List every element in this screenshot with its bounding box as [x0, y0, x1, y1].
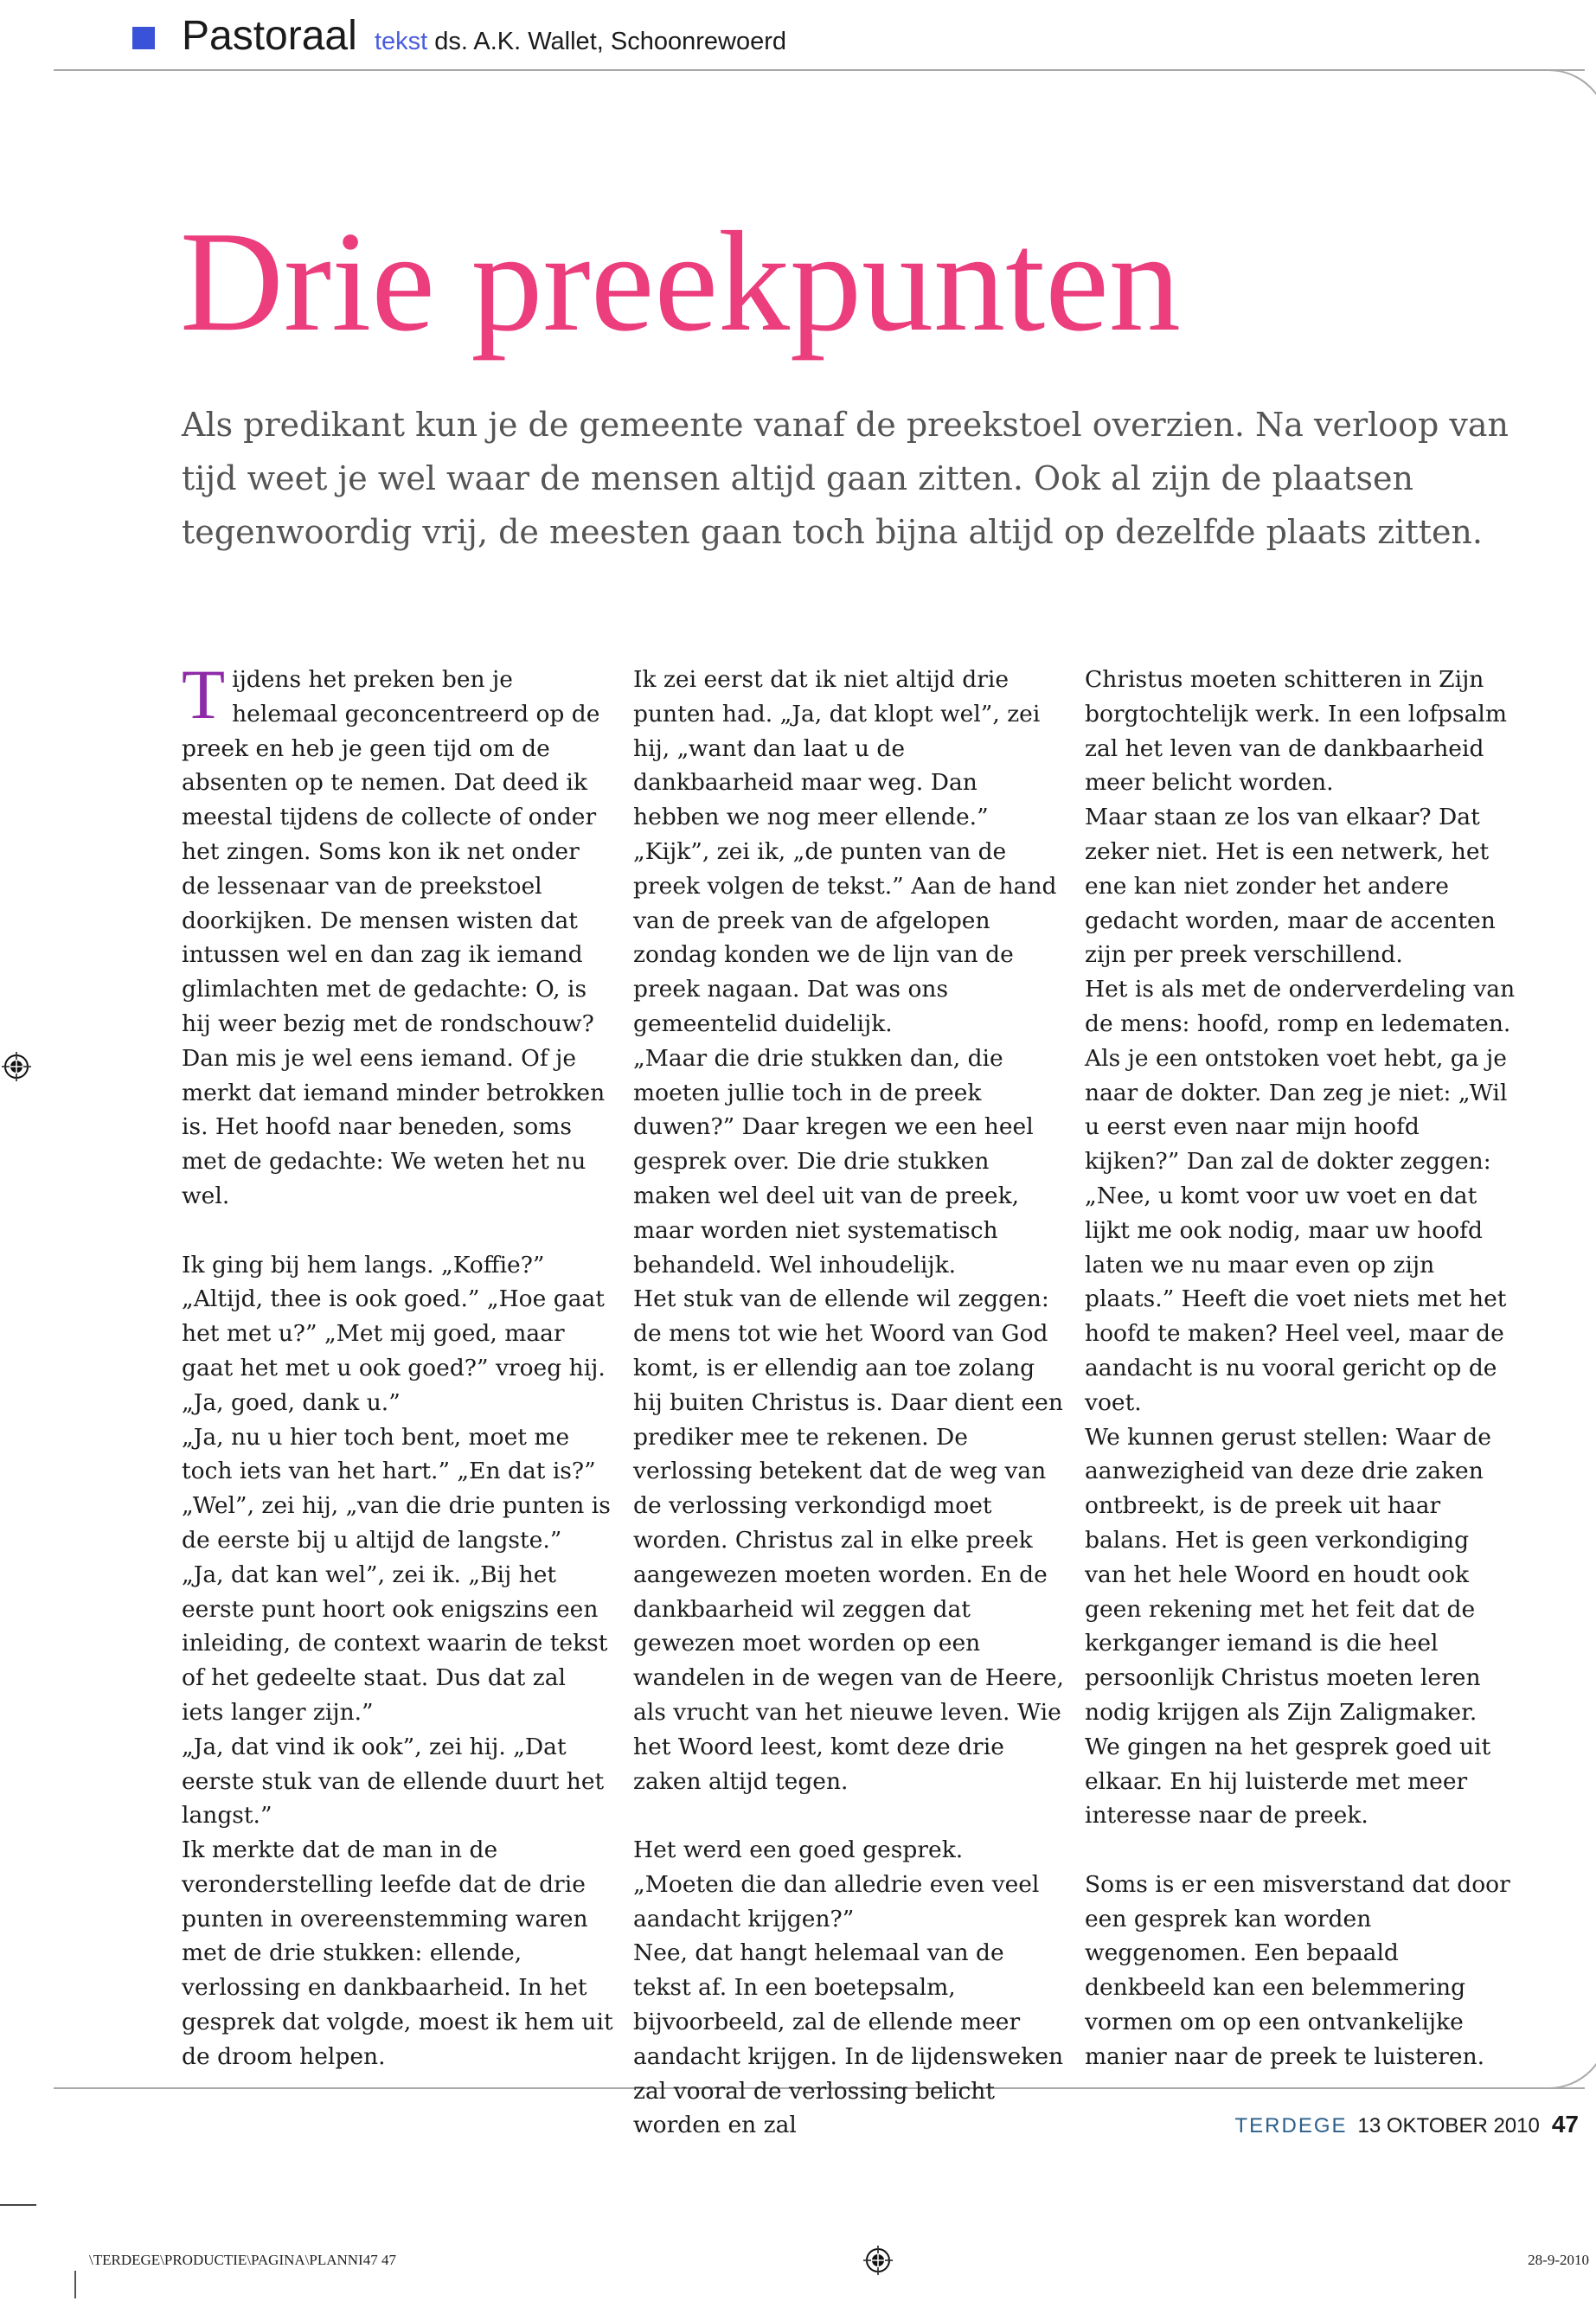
bottom-rule-corner: [1540, 2020, 1596, 2089]
registration-mark-icon: [863, 2246, 893, 2275]
paragraph: Het werd een goed gesprek. „Moeten die dan alledrie even veel aandacht krijgen?”: [633, 1836, 1040, 1932]
registration-mark-icon: [2, 1052, 31, 1081]
paragraph: „Ja, dat vind ik ook”, zei hij. „Dat eerste stuk van de ellende duurt het langst.”: [182, 1733, 605, 1830]
magazine-name: TERDEGE: [1234, 2114, 1348, 2138]
paragraph: [182, 655, 614, 1042]
paragraph: Soms is er een misverstand dat door een gesprek kan worden weggenomen. Een bepaald denkbeeld kan een belemmering vormen om op een ontvankelijke manier naar de preek te luisteren.: [1085, 1870, 1510, 2070]
paragraph: Dan mis je wel eens iemand. Of je merkt dat iemand minder betrokken is. Het hoofd naar beneden, soms met de gedachte: We weten het nu wel.: [182, 1044, 606, 1209]
paragraph: Maar staan ze los van elkaar? Dat zeker niet. Het is een netwerk, het ene kan niet zonder het andere gedacht worden, maar de accenten zijn per preek verschillend.: [1085, 804, 1496, 969]
drop-cap: T: [182, 655, 226, 734]
paragraph: Het is als met de onderverdeling van de mens: hoofd, romp en ledematen. Als je een ontstoken voet hebt, ga je naar de dokter. Dan zeg je niet: „Wil u eerst even naar mijn hoofd kijken?” Dan zal de dokter zeggen: „Nee, u komt voor uw voet en dat lijkt me ook nodig, maar uw hoofd laten we nu maar even op zijn plaats.” Heeft die voet niets met het hoofd te maken? Heel veel, maar de aandacht is nu vooral gericht op de voet.: [1085, 976, 1516, 1416]
section-title: Pastoraal: [182, 13, 357, 59]
paragraph: „Wel”, zei hij, „van die drie punten is de eerste bij u altijd de langste.”: [182, 1492, 611, 1554]
byline-label: tekst: [375, 28, 428, 55]
paragraph: We gingen na het gesprek goed uit elkaar. En hij luisterde met meer interesse naar de preek.: [1085, 1733, 1491, 1830]
article-intro: Als predikant kun je de gemeente vanaf de preekstoel overzien. Na verloop van tijd weet je wel waar de mensen altijd gaan zitten. Ook al zijn de plaatsen tegenwoordig vrij, de meesten gaan toch bijna altijd op dezelfde plaats zitten.: [182, 406, 1509, 551]
paragraph-text: ijdens het preken ben je helemaal geconcentreerd op de preek en heb je geen tijd om de absenten op te nemen. Dat deed ik meestal tijdens de collecte of onder het zingen. Soms kon ik net onder de lessenaar van de preekstoel doorkijken. De mensen wisten dat intussen wel en dan zag ik iemand glimlachten met de gedachte: O, is hij weer bezig met de rondschouw?: [182, 666, 600, 1037]
issue-date: 13 OKTOBER 2010: [1357, 2114, 1540, 2138]
crop-mark: [0, 2204, 36, 2206]
print-slug-date: 28-9-2010: [1528, 2252, 1589, 2268]
paragraph: „Ja, dat kan wel”, zei ik. „Bij het eerste punt hoort ook enigszins een inleiding, de context waarin de tekst of het gedeelte staat. Dus dat zal iets langer zijn.”: [182, 1561, 608, 1726]
paragraph: Ik zei eerst dat ik niet altijd drie punten had. „Ja, dat klopt wel”, zei hij, „want dan laat u de dankbaarheid maar weg. Dan hebben we nog meer ellende.”: [633, 666, 1041, 831]
print-slug-path: \TERDEGE\PRODUCTIE\PAGINA\PLANNI47 47: [89, 2252, 396, 2268]
text-column-2: [633, 663, 1066, 2143]
crop-mark: [74, 2271, 76, 2298]
paragraph: Nee, dat hangt helemaal van de tekst af. In een boetepsalm, bijvoorbeeld, zal de ellende meer aandacht krijgen. In de lijdensweken zal vooral de verlossing belicht worden en zal: [633, 1939, 1064, 2139]
paragraph: Ik ging bij hem langs. „Koffie?” „Altijd, thee is ook goed.” „Hoe gaat het met u?” „Met mij goed, maar gaat het met u ook goed?” vroeg hij. „Ja, goed, dank u.”: [182, 1251, 606, 1416]
paragraph: Het stuk van de ellende wil zeggen: de mens tot wie het Woord van God komt, is er ellendig aan toe zolang hij buiten Christus is. Daar dient een prediker mee te rekenen. De verlossing betekent dat de weg van de verlossing verkondigd moet worden. Christus zal in elke preek aangewezen moeten worden. En de dankbaarheid wil zeggen dat gewezen moet worden op een wandelen in de wegen van de Heere, als vrucht van het nieuwe leven. Wie het Woord leest, komt deze drie zaken altijd tegen.: [633, 1285, 1064, 1795]
paragraph: „Ja, nu u hier toch bent, moet me toch iets van het hart.” „En dat is?”: [182, 1423, 596, 1485]
paragraph: „Maar die drie stukken dan, die moeten jullie toch in de preek duwen?” Daar kregen we een heel gesprek over. Die drie stukken maken wel deel uit van de preek, maar worden niet systematisch behandeld. Wel inhoudelijk.: [633, 1044, 1034, 1279]
paragraph: Christus moeten schitteren in Zijn borgtochtelijk werk. In een lofpsalm zal het leven van de dankbaarheid meer belicht worden.: [1085, 666, 1507, 797]
text-column-3: [1085, 663, 1517, 2074]
top-rule: [54, 69, 1585, 71]
top-rule-corner: [1540, 69, 1596, 138]
article-title: Drie preekpunten: [180, 202, 1181, 361]
text-column-1: [182, 655, 614, 2074]
paragraph: „Kijk”, zei ik, „de punten van de preek volgen de tekst.” Aan de hand van de preek van de afgelopen zondag konden we de lijn van de preek nagaan. Dat was ons gemeentelid duidelijk.: [633, 837, 1057, 1037]
byline: [375, 24, 786, 59]
paragraph: Ik merkte dat de man in de veronderstelling leefde dat de drie punten in overeenstemming waren met de drie stukken: ellende, verlossing en dankbaarheid. In het gesprek dat volgde, moest ik hem uit de droom helpen.: [182, 1836, 613, 2070]
page-footer: [1234, 2109, 1579, 2142]
section-marker-square: [132, 27, 155, 49]
paragraph: We kunnen gerust stellen: Waar de aanwezigheid van deze drie zaken ontbreekt, is de preek uit haar balans. Het is geen verkondiging van het hele Woord en houdt ook geen rekening met het feit dat de kerkganger iemand is die heel persoonlijk Christus moeten leren nodig krijgen als Zijn Zaligmaker.: [1085, 1423, 1491, 1726]
byline-author: ds. A.K. Wallet, Schoonrewoerd: [434, 28, 786, 55]
page-number: 47: [1551, 2111, 1579, 2138]
